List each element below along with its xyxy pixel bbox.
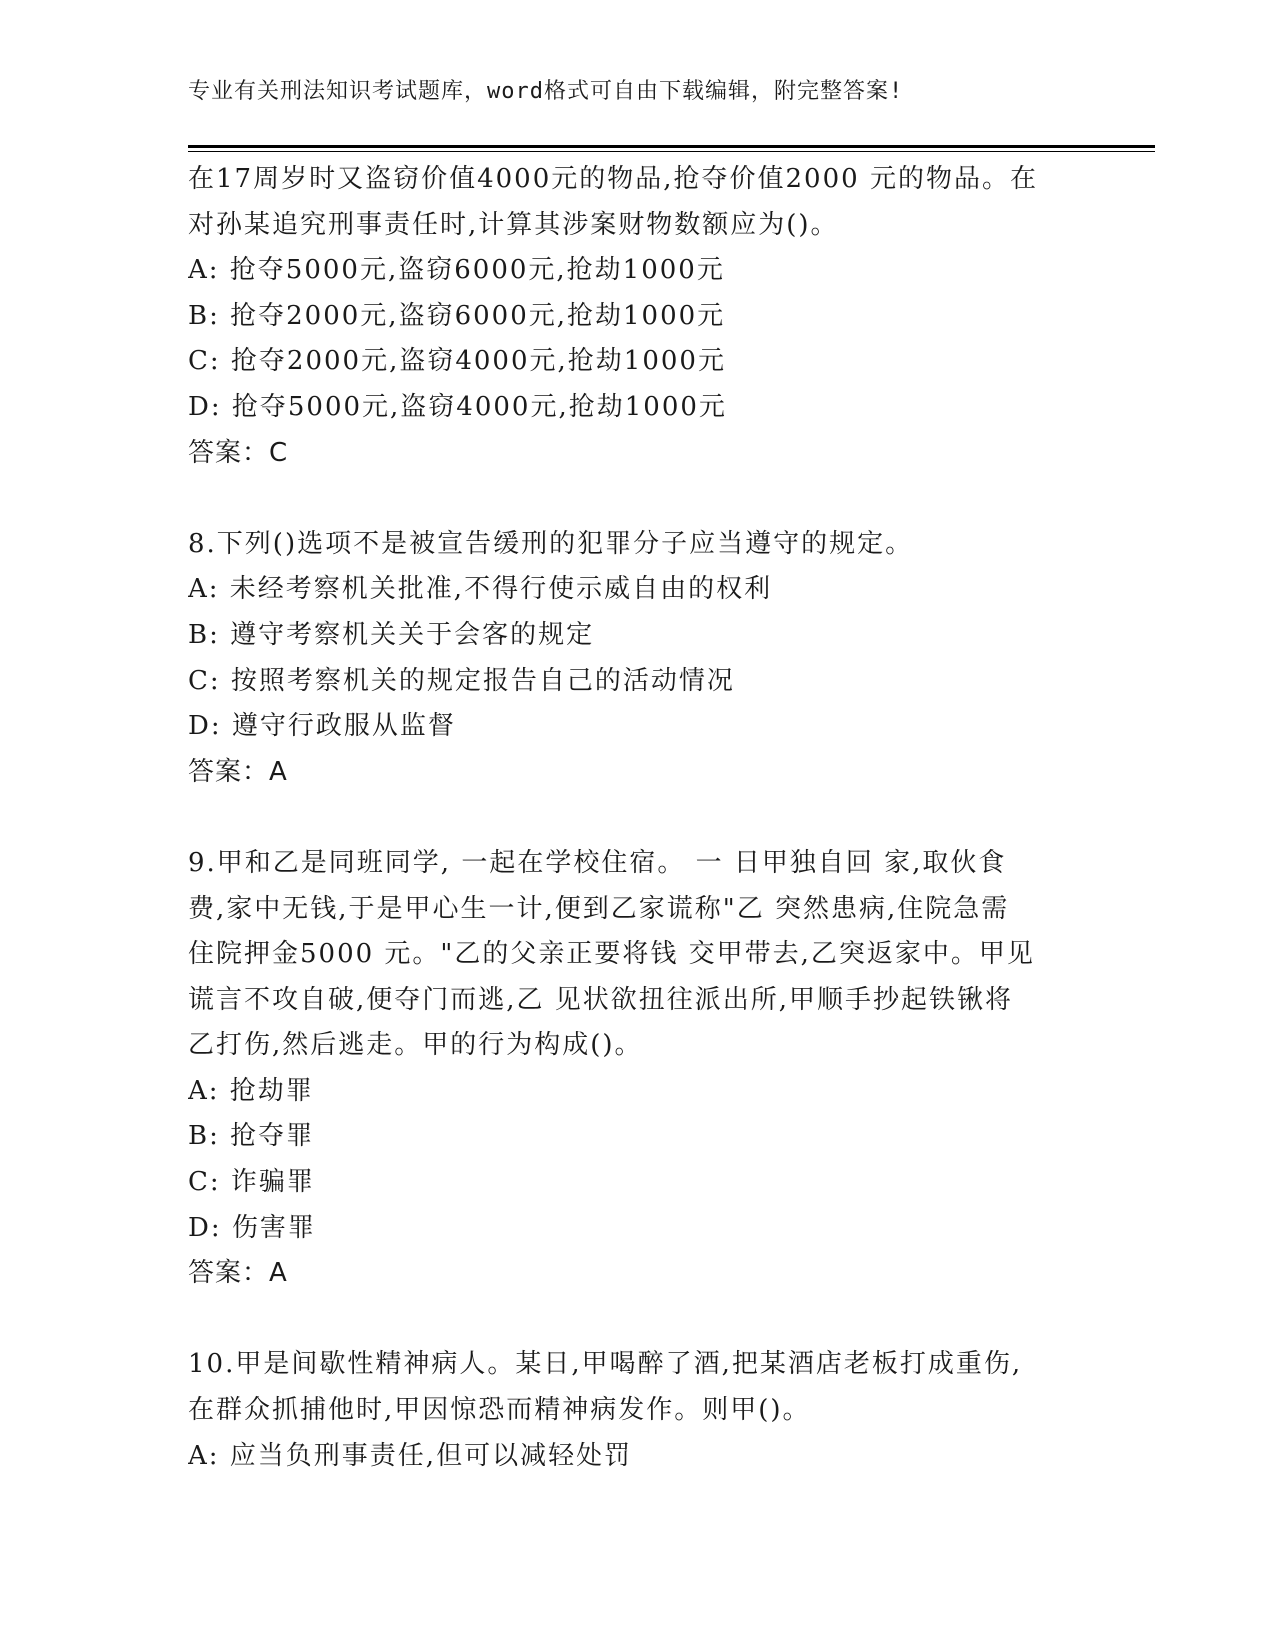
option-b: B: 遵守考察机关关于会客的规定 (188, 619, 595, 650)
option-d: D: 遵守行政服从监督 (188, 711, 456, 742)
question-stem-line: 费,家中无钱,于是甲心生一计,便到乙家谎称"乙 突然患病,住院急需 (188, 893, 1010, 924)
spacer (188, 476, 1088, 522)
answer-line: 答案：A (188, 1258, 288, 1289)
option-c: C: 诈骗罪 (188, 1167, 315, 1198)
option-a: A: 未经考察机关批准,不得行使示威自由的权利 (188, 574, 773, 605)
question-8 (188, 522, 1088, 796)
spacer (188, 1297, 1088, 1343)
question-stem-line: 8.下列()选项不是被宣告缓刑的犯罪分子应当遵守的规定。 (188, 528, 914, 559)
question-stem-line: 谎言不攻自破,便夺门而逃,乙 见状欲扭往派出所,甲顺手抄起铁锹将 (188, 984, 1014, 1015)
question-stem-line: 乙打伤,然后逃走。甲的行为构成()。 (188, 1030, 643, 1061)
question-stem-line: 10.甲是间歇性精神病人。某日,甲喝醉了酒,把某酒店老板打成重伤, (188, 1349, 1023, 1380)
option-a: A: 抢夺5000元,盗窃6000元,抢劫1000元 (188, 255, 725, 286)
question-stem-line: 在17周岁时又盗窃价值4000元的物品,抢夺价值2000 元的物品。在 (188, 164, 1038, 194)
page-header: 专业有关刑法知识考试题库，word格式可自由下载编辑，附完整答案! (188, 79, 904, 104)
question-7 (188, 157, 1088, 476)
option-d: D: 抢夺5000元,盗窃4000元,抢劫1000元 (188, 391, 727, 422)
option-a: A: 抢劫罪 (188, 1075, 314, 1106)
option-d: D: 伤害罪 (188, 1212, 316, 1243)
question-stem-line: 9.甲和乙是同班同学, 一起在学校住宿。 一 日甲独自回 家,取伙食 (188, 847, 1007, 878)
question-9 (188, 841, 1088, 1297)
option-c: C: 按照考察机关的规定报告自己的活动情况 (188, 665, 735, 696)
question-stem-line: 在群众抓捕他时,甲因惊恐而精神病发作。则甲()。 (188, 1395, 811, 1426)
question-content (188, 157, 1088, 1479)
question-stem-line: 对孙某追究刑事责任时,计算其涉案财物数额应为()。 (188, 209, 839, 240)
option-c: C: 抢夺2000元,盗窃4000元,抢劫1000元 (188, 346, 726, 377)
header-divider-thin (188, 151, 1155, 152)
header-divider-thick (188, 145, 1155, 148)
option-b: B: 抢夺2000元,盗窃6000元,抢劫1000元 (188, 300, 726, 331)
answer-line: 答案：C (188, 437, 289, 468)
option-b: B: 抢夺罪 (188, 1121, 315, 1152)
answer-line: 答案：A (188, 756, 288, 787)
question-10 (188, 1342, 1088, 1479)
question-stem-line: 住院押金5000 元。"乙的父亲正要将钱 交甲带去,乙突返家中。甲见 (188, 939, 1035, 970)
spacer (188, 795, 1088, 841)
option-a: A: 应当负刑事责任,但可以减轻处罚 (188, 1440, 633, 1471)
